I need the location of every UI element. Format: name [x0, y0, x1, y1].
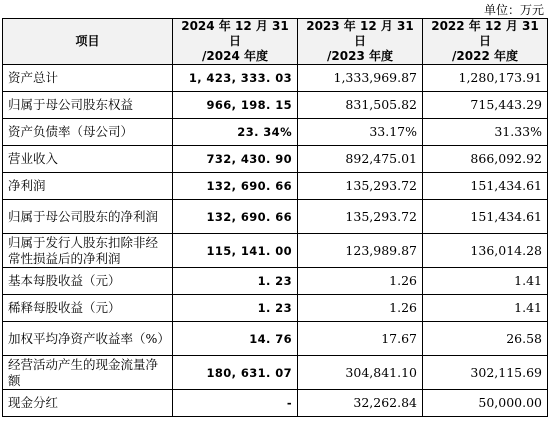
header-2024: 2024 年 12 月 31 日 /2024 年度: [173, 19, 298, 65]
value-2024: -: [173, 390, 298, 417]
table-row: [3, 356, 548, 390]
table-row: [3, 295, 548, 322]
value-2024: 732, 430. 90: [173, 146, 298, 173]
row-label: 经营活动产生的现金流量净额: [3, 356, 173, 390]
value-2023: 33.17%: [298, 119, 423, 146]
value-2022: 302,115.69: [423, 356, 548, 390]
header-2022: 2022 年 12 月 31 日 /2022 年度: [423, 19, 548, 65]
value-2022: 1.41: [423, 295, 548, 322]
value-2024: 23. 34%: [173, 119, 298, 146]
value-2024: 180, 631. 07: [173, 356, 298, 390]
row-label: 基本每股收益（元）: [3, 268, 173, 295]
value-2022: 151,434.61: [423, 200, 548, 234]
table-row: [3, 322, 548, 356]
value-2023: 135,293.72: [298, 173, 423, 200]
value-2022: 866,092.92: [423, 146, 548, 173]
value-2024: 115, 141. 00: [173, 234, 298, 268]
value-2023: 135,293.72: [298, 200, 423, 234]
table-row: [3, 65, 548, 92]
table-header-row: [3, 19, 548, 65]
value-2022: 715,443.29: [423, 92, 548, 119]
header-item: 项目: [3, 19, 173, 65]
table-row: [3, 119, 548, 146]
value-2024: 966, 198. 15: [173, 92, 298, 119]
value-2023: 123,989.87: [298, 234, 423, 268]
value-2024: 1, 423, 333. 03: [173, 65, 298, 92]
row-label: 资产总计: [3, 65, 173, 92]
row-label: 现金分红: [3, 390, 173, 417]
table-row: [3, 92, 548, 119]
value-2023: 1.26: [298, 295, 423, 322]
value-2022: 136,014.28: [423, 234, 548, 268]
row-label: 资产负债率（母公司）: [3, 119, 173, 146]
table-row: [3, 268, 548, 295]
value-2023: 892,475.01: [298, 146, 423, 173]
table-row: [3, 173, 548, 200]
row-label: 营业收入: [3, 146, 173, 173]
row-label: 稀释每股收益（元）: [3, 295, 173, 322]
table-row: [3, 200, 548, 234]
value-2023: 1.26: [298, 268, 423, 295]
value-2023: 32,262.84: [298, 390, 423, 417]
value-2024: 132, 690. 66: [173, 173, 298, 200]
row-label: 归属于母公司股东的净利润: [3, 200, 173, 234]
value-2022: 26.58: [423, 322, 548, 356]
value-2022: 50,000.00: [423, 390, 548, 417]
row-label: 归属于母公司股东权益: [3, 92, 173, 119]
table-row: [3, 146, 548, 173]
value-2024: 1. 23: [173, 295, 298, 322]
row-label: 归属于发行人股东扣除非经常性损益后的净利润: [3, 234, 173, 268]
value-2023: 304,841.10: [298, 356, 423, 390]
row-label: 加权平均净资产收益率（%）: [3, 322, 173, 356]
table-row: [3, 234, 548, 268]
header-2023: 2023 年 12 月 31 日 /2023 年度: [298, 19, 423, 65]
value-2022: 1,280,173.91: [423, 65, 548, 92]
value-2023: 831,505.82: [298, 92, 423, 119]
value-2022: 1.41: [423, 268, 548, 295]
value-2024: 1. 23: [173, 268, 298, 295]
value-2024: 132, 690. 66: [173, 200, 298, 234]
value-2023: 17.67: [298, 322, 423, 356]
value-2022: 151,434.61: [423, 173, 548, 200]
table-row: [3, 390, 548, 417]
value-2022: 31.33%: [423, 119, 548, 146]
financial-summary-table: [2, 18, 548, 417]
unit-label: 单位：万元: [483, 3, 544, 17]
value-2024: 14. 76: [173, 322, 298, 356]
value-2023: 1,333,969.87: [298, 65, 423, 92]
row-label: 净利润: [3, 173, 173, 200]
